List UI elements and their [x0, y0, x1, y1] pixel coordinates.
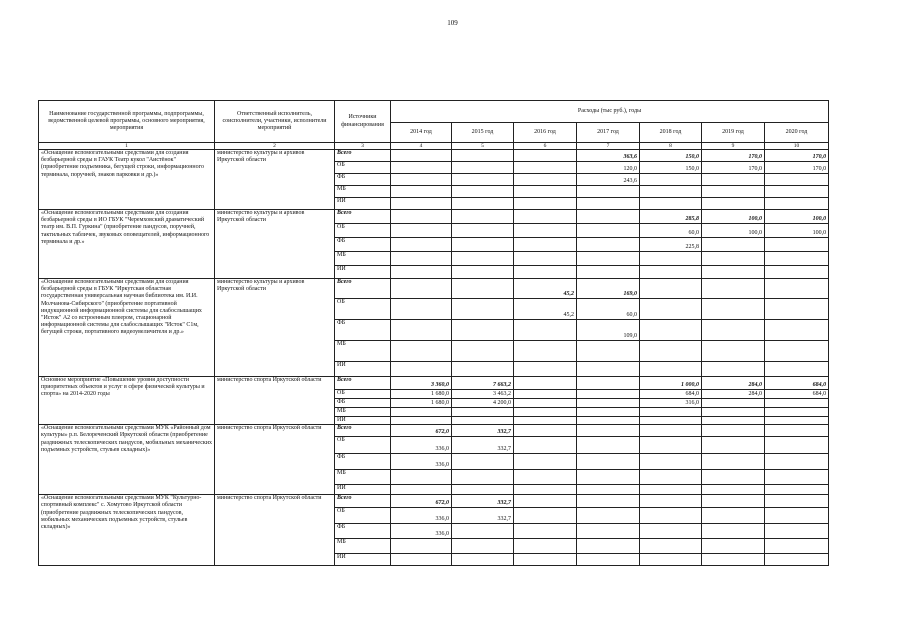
column-index-row: [39, 143, 829, 150]
amount-cell: [640, 437, 702, 454]
amount-cell: [765, 470, 829, 485]
amount-cell: [640, 539, 702, 554]
amount-cell: 170,0: [765, 162, 829, 174]
amount-cell: [577, 408, 640, 417]
amount-cell: 684,0: [765, 377, 829, 390]
funding-source: ИИ: [335, 198, 391, 210]
amount-cell: 332,7: [452, 495, 514, 508]
amount-cell: [702, 174, 765, 186]
amount-cell: [765, 320, 829, 341]
amount-cell: [514, 198, 577, 210]
amount-cell: [577, 224, 640, 238]
amount-cell: [765, 524, 829, 539]
amount-cell: 45,2: [514, 299, 577, 320]
amount-cell: [391, 320, 452, 341]
amount-cell: [514, 377, 577, 390]
amount-cell: 332,7: [452, 437, 514, 454]
header-program: Наименование государственной программы, подпрограммы, ведомственной целевой программы, основного мероприятия, мероприятия: [39, 101, 215, 143]
executor-name: министерство спорта Иркутской области: [215, 377, 335, 425]
amount-cell: [702, 266, 765, 279]
amount-cell: [452, 279, 514, 299]
amount-cell: [452, 252, 514, 266]
amount-cell: [640, 417, 702, 425]
activity-name: «Оснащение вспомогательными средствами МУК "Культурно-спортивный комплекс" с. Хомутово Иркутской области (приобретение раздвижных телескопических пандусов, мобильных механических подъемных устройств, стульев складных)»: [39, 495, 215, 566]
amount-cell: [702, 554, 765, 566]
amount-cell: [514, 454, 577, 470]
amount-cell: [702, 454, 765, 470]
amount-cell: [702, 198, 765, 210]
amount-cell: [452, 162, 514, 174]
amount-cell: [765, 539, 829, 554]
amount-cell: [765, 554, 829, 566]
page-number: 109: [447, 19, 458, 27]
amount-cell: [391, 210, 452, 224]
amount-cell: [702, 437, 765, 454]
header-year: 2019 год: [702, 123, 765, 143]
amount-cell: [577, 362, 640, 377]
amount-cell: [452, 198, 514, 210]
amount-cell: [577, 341, 640, 362]
amount-cell: [452, 470, 514, 485]
amount-cell: [514, 495, 577, 508]
amount-cell: [765, 425, 829, 437]
amount-cell: [640, 524, 702, 539]
amount-cell: [391, 554, 452, 566]
amount-cell: [514, 266, 577, 279]
table-row: [39, 425, 829, 437]
amount-cell: [514, 417, 577, 425]
funding-source: ИИ: [335, 554, 391, 566]
amount-cell: [640, 186, 702, 198]
amount-cell: [514, 150, 577, 162]
amount-cell: 225,8: [640, 238, 702, 252]
funding-source: ФБ: [335, 454, 391, 470]
amount-cell: 684,0: [640, 390, 702, 399]
amount-cell: [514, 554, 577, 566]
amount-cell: [514, 174, 577, 186]
amount-cell: [577, 485, 640, 495]
amount-cell: [452, 554, 514, 566]
funding-source: ОБ: [335, 437, 391, 454]
amount-cell: 336,0: [391, 437, 452, 454]
amount-cell: [765, 399, 829, 408]
amount-cell: [640, 299, 702, 320]
amount-cell: [514, 224, 577, 238]
amount-cell: [702, 238, 765, 252]
header-year: 2014 год: [391, 123, 452, 143]
amount-cell: [514, 485, 577, 495]
amount-cell: 60,0: [577, 299, 640, 320]
funding-source: ИИ: [335, 362, 391, 377]
amount-cell: 336,0: [391, 524, 452, 539]
financing-table: [38, 100, 829, 566]
amount-cell: [765, 279, 829, 299]
amount-cell: 363,6: [577, 150, 640, 162]
amount-cell: 1 680,0: [391, 390, 452, 399]
amount-cell: [702, 417, 765, 425]
amount-cell: [765, 454, 829, 470]
amount-cell: [702, 362, 765, 377]
activity-name: «Оснащение вспомогательными средствами МУК «Районный дом культуры» р.п. Белореченский Иркутской области (приобретение раздвижных телескопических пандусов, мобильных механических подъемных устройств, стульев складных)»: [39, 425, 215, 495]
amount-cell: [391, 485, 452, 495]
amount-cell: [702, 539, 765, 554]
amount-cell: [577, 495, 640, 508]
amount-cell: 150,0: [640, 150, 702, 162]
amount-cell: [577, 554, 640, 566]
amount-cell: [577, 470, 640, 485]
header-sources: Источники финансирования: [335, 101, 391, 143]
funding-source: МБ: [335, 252, 391, 266]
funding-source: ОБ: [335, 224, 391, 238]
funding-source: ФБ: [335, 320, 391, 341]
header-expenses: Расходы (тыс руб.), годы: [391, 101, 829, 123]
amount-cell: 332,7: [452, 425, 514, 437]
amount-cell: [514, 408, 577, 417]
funding-source: МБ: [335, 341, 391, 362]
executor-name: министерство культуры и архивов Иркутской области: [215, 279, 335, 377]
amount-cell: 109,0: [577, 320, 640, 341]
amount-cell: [765, 341, 829, 362]
amount-cell: [391, 470, 452, 485]
funding-source: ОБ: [335, 390, 391, 399]
amount-cell: [702, 485, 765, 495]
amount-cell: 284,0: [702, 390, 765, 399]
amount-cell: 45,2: [514, 279, 577, 299]
amount-cell: 60,0: [640, 224, 702, 238]
amount-cell: [391, 299, 452, 320]
amount-cell: [391, 186, 452, 198]
amount-cell: [640, 341, 702, 362]
activity-name: Основное мероприятие «Повышение уровня доступности приоритетных объектов и услуг в сфере физической культуры и спорта» на 2014-2020 годы: [39, 377, 215, 425]
amount-cell: [514, 186, 577, 198]
amount-cell: [391, 341, 452, 362]
amount-cell: [514, 539, 577, 554]
amount-cell: [765, 362, 829, 377]
column-index: 8: [640, 143, 702, 150]
amount-cell: [391, 252, 452, 266]
table-row: [39, 377, 829, 390]
funding-source: ОБ: [335, 299, 391, 320]
amount-cell: [702, 186, 765, 198]
amount-cell: [702, 399, 765, 408]
amount-cell: [514, 362, 577, 377]
amount-cell: [577, 437, 640, 454]
amount-cell: [577, 454, 640, 470]
column-index: 5: [452, 143, 514, 150]
amount-cell: [514, 524, 577, 539]
amount-cell: [452, 210, 514, 224]
amount-cell: [577, 399, 640, 408]
amount-cell: [391, 198, 452, 210]
amount-cell: 4 200,0: [452, 399, 514, 408]
amount-cell: [765, 417, 829, 425]
amount-cell: [391, 266, 452, 279]
activity-name: «Оснащение вспомогательными средствами для создания безбарьерной среды в ГАУК Театр кукол "Аистёнок"(приобретение подъемника, бегущей строки, информационного терминала, поручней, знаков парковки и др.)»: [39, 150, 215, 210]
activity-name: «Оснащение вспомогательными средствами для создания безбарьерной среды в ГБУК "Иркутская областная государственная универсальная научная библиотека им. И.И. Молчанова-Сибирского" (приобретение портативной индукционной информационной системы для слабослышащих "Исток" А2 со встроенным плеером, стационарной информационной системы для слабослышащих "Исток" С1м, бегущей строки, портативного видеоувеличителя и др.»: [39, 279, 215, 377]
activity-name: «Оснащение вспомогательными средствами для создания безбарьерной среды в ИО ГБУК "Черемховский драматический театр им. В.П. Гуркина" (приобретение пандусов, поручней, тактильных табличек, звуковых оповещателей, информационного терминала и др.»: [39, 210, 215, 279]
amount-cell: [702, 470, 765, 485]
amount-cell: 332,7: [452, 508, 514, 524]
amount-cell: [765, 485, 829, 495]
amount-cell: [514, 162, 577, 174]
amount-cell: [640, 252, 702, 266]
amount-cell: 3 360,0: [391, 377, 452, 390]
amount-cell: [765, 238, 829, 252]
funding-source: Всего: [335, 425, 391, 437]
amount-cell: [452, 524, 514, 539]
amount-cell: [702, 279, 765, 299]
amount-cell: [640, 174, 702, 186]
funding-source: МБ: [335, 470, 391, 485]
amount-cell: 316,0: [640, 399, 702, 408]
funding-source: МБ: [335, 408, 391, 417]
amount-cell: [514, 390, 577, 399]
amount-cell: [640, 266, 702, 279]
amount-cell: [765, 198, 829, 210]
header-year: 2018 год: [640, 123, 702, 143]
column-index: 4: [391, 143, 452, 150]
amount-cell: 336,0: [391, 508, 452, 524]
amount-cell: [577, 524, 640, 539]
amount-cell: 120,0: [577, 162, 640, 174]
amount-cell: [452, 238, 514, 252]
column-index: 1: [39, 143, 215, 150]
amount-cell: [514, 210, 577, 224]
amount-cell: 100,0: [765, 224, 829, 238]
amount-cell: [514, 238, 577, 252]
amount-cell: [577, 377, 640, 390]
amount-cell: 100,0: [702, 210, 765, 224]
amount-cell: 169,0: [577, 279, 640, 299]
amount-cell: [514, 437, 577, 454]
amount-cell: [391, 162, 452, 174]
amount-cell: [702, 299, 765, 320]
amount-cell: 170,0: [702, 162, 765, 174]
amount-cell: [452, 341, 514, 362]
column-index: 6: [514, 143, 577, 150]
funding-source: ИИ: [335, 485, 391, 495]
amount-cell: [514, 425, 577, 437]
amount-cell: [514, 470, 577, 485]
funding-source: ФБ: [335, 238, 391, 252]
amount-cell: 100,0: [765, 210, 829, 224]
amount-cell: [391, 224, 452, 238]
amount-cell: [452, 539, 514, 554]
header-executor: Ответственный исполнитель, соисполнители, участники, исполнители мероприятий: [215, 101, 335, 143]
column-index: 3: [335, 143, 391, 150]
funding-source: ИИ: [335, 266, 391, 279]
amount-cell: [577, 390, 640, 399]
amount-cell: [391, 408, 452, 417]
amount-cell: [640, 198, 702, 210]
amount-cell: [452, 150, 514, 162]
amount-cell: [702, 425, 765, 437]
amount-cell: 285,8: [640, 210, 702, 224]
amount-cell: [452, 299, 514, 320]
amount-cell: 3 463,2: [452, 390, 514, 399]
amount-cell: [391, 417, 452, 425]
amount-cell: [577, 425, 640, 437]
amount-cell: 284,0: [702, 377, 765, 390]
executor-name: министерство культуры и архивов Иркутской области: [215, 150, 335, 210]
amount-cell: [765, 186, 829, 198]
amount-cell: [702, 524, 765, 539]
amount-cell: [577, 266, 640, 279]
amount-cell: [577, 186, 640, 198]
amount-cell: [577, 198, 640, 210]
amount-cell: [640, 408, 702, 417]
column-index: 9: [702, 143, 765, 150]
amount-cell: 170,0: [765, 150, 829, 162]
column-index: 2: [215, 143, 335, 150]
column-index: 7: [577, 143, 640, 150]
amount-cell: [452, 174, 514, 186]
amount-cell: [452, 362, 514, 377]
amount-cell: [452, 417, 514, 425]
funding-source: Всего: [335, 150, 391, 162]
amount-cell: [702, 508, 765, 524]
amount-cell: [765, 508, 829, 524]
amount-cell: [391, 174, 452, 186]
funding-source: ФБ: [335, 174, 391, 186]
amount-cell: 150,0: [640, 162, 702, 174]
amount-cell: [765, 437, 829, 454]
amount-cell: [391, 279, 452, 299]
amount-cell: [452, 224, 514, 238]
funding-source: ИИ: [335, 417, 391, 425]
amount-cell: [452, 266, 514, 279]
funding-source: Всего: [335, 279, 391, 299]
amount-cell: [452, 454, 514, 470]
table-row: [39, 495, 829, 508]
amount-cell: [514, 341, 577, 362]
amount-cell: [391, 539, 452, 554]
amount-cell: [765, 252, 829, 266]
amount-cell: [765, 408, 829, 417]
column-index: 10: [765, 143, 829, 150]
amount-cell: [640, 495, 702, 508]
amount-cell: [765, 174, 829, 186]
amount-cell: [702, 252, 765, 266]
amount-cell: [452, 485, 514, 495]
amount-cell: [391, 238, 452, 252]
amount-cell: [452, 186, 514, 198]
amount-cell: [702, 341, 765, 362]
amount-cell: [452, 408, 514, 417]
amount-cell: [577, 539, 640, 554]
amount-cell: [702, 495, 765, 508]
amount-cell: 336,0: [391, 454, 452, 470]
amount-cell: [765, 495, 829, 508]
funding-source: Всего: [335, 495, 391, 508]
executor-name: министерство культуры и архивов Иркутской области: [215, 210, 335, 279]
amount-cell: [640, 470, 702, 485]
amount-cell: [640, 454, 702, 470]
amount-cell: [391, 150, 452, 162]
funding-source: ОБ: [335, 508, 391, 524]
amount-cell: 684,0: [765, 390, 829, 399]
table-row: [39, 150, 829, 162]
funding-source: Всего: [335, 377, 391, 390]
amount-cell: [577, 417, 640, 425]
executor-name: министерство спорта Иркутской области: [215, 425, 335, 495]
header-year: 2016 год: [514, 123, 577, 143]
amount-cell: [640, 554, 702, 566]
amount-cell: [577, 508, 640, 524]
funding-source: МБ: [335, 539, 391, 554]
table-row: [39, 279, 829, 299]
header-year: 2017 год: [577, 123, 640, 143]
amount-cell: [640, 279, 702, 299]
amount-cell: [514, 399, 577, 408]
amount-cell: [577, 238, 640, 252]
header-year: 2015 год: [452, 123, 514, 143]
amount-cell: [702, 320, 765, 341]
amount-cell: 100,0: [702, 224, 765, 238]
funding-source: ФБ: [335, 399, 391, 408]
funding-source: ОБ: [335, 162, 391, 174]
amount-cell: [640, 362, 702, 377]
amount-cell: [577, 210, 640, 224]
amount-cell: [640, 508, 702, 524]
amount-cell: [514, 252, 577, 266]
amount-cell: 672,0: [391, 495, 452, 508]
amount-cell: 1 680,0: [391, 399, 452, 408]
amount-cell: [577, 252, 640, 266]
amount-cell: [640, 485, 702, 495]
amount-cell: 170,0: [702, 150, 765, 162]
amount-cell: 1 000,0: [640, 377, 702, 390]
amount-cell: [640, 320, 702, 341]
amount-cell: 243,6: [577, 174, 640, 186]
amount-cell: [391, 362, 452, 377]
funding-source: Всего: [335, 210, 391, 224]
amount-cell: [702, 408, 765, 417]
amount-cell: [514, 320, 577, 341]
amount-cell: [765, 299, 829, 320]
amount-cell: [765, 266, 829, 279]
executor-name: министерство спорта Иркутской области: [215, 495, 335, 566]
amount-cell: 672,0: [391, 425, 452, 437]
amount-cell: [514, 508, 577, 524]
amount-cell: [640, 425, 702, 437]
funding-source: ФБ: [335, 524, 391, 539]
funding-source: МБ: [335, 186, 391, 198]
table-row: [39, 210, 829, 224]
amount-cell: 7 663,2: [452, 377, 514, 390]
amount-cell: [452, 320, 514, 341]
header-year: 2020 год: [765, 123, 829, 143]
